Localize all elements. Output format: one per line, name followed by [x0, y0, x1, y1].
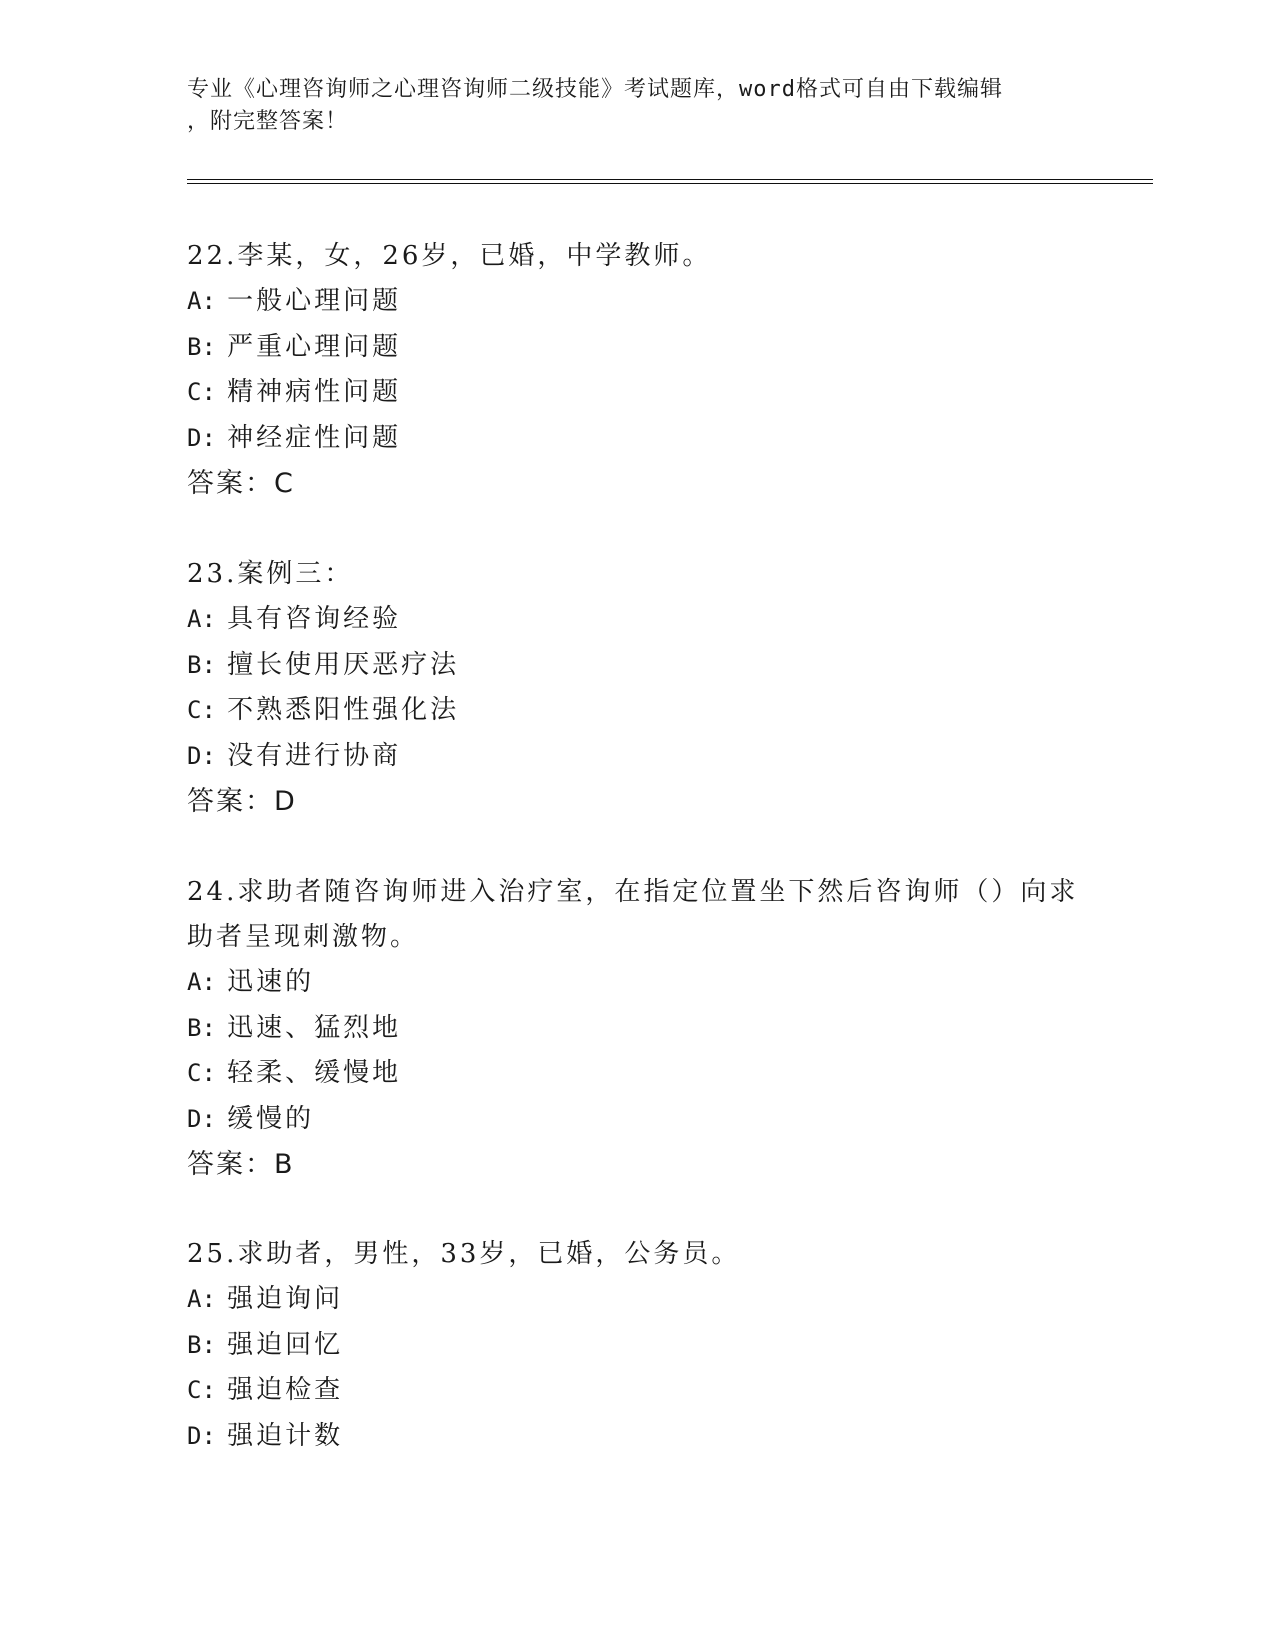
question-stem: 25.求助者，男性，33岁，已婚，公务员。: [187, 1239, 741, 1269]
header-divider-top: [187, 179, 1153, 180]
option-letter: A:: [187, 968, 216, 996]
option-letter: B:: [187, 650, 216, 679]
option-c: [187, 370, 1087, 416]
option-b: [187, 1323, 1087, 1369]
header-divider-bottom: [187, 183, 1153, 184]
option-a: [187, 279, 1087, 325]
option-c: [187, 688, 1087, 734]
option-d: [187, 416, 1087, 462]
question-25: [187, 1232, 1087, 1459]
answer-line: 答案：C: [187, 468, 295, 499]
option-letter: B:: [187, 1330, 216, 1359]
option-text: 精神病性问题: [227, 377, 402, 407]
option-letter: D:: [187, 1104, 216, 1133]
option-text: 严重心理问题: [227, 331, 402, 362]
option-c: [187, 1051, 1087, 1097]
header-line-1: 专业《心理咨询师之心理咨询师二级技能》考试题库，word格式可自由下载编辑: [187, 77, 1003, 102]
question-23: [187, 552, 1087, 825]
option-b: [187, 325, 1087, 371]
option-letter: B:: [187, 1013, 216, 1042]
option-letter: C:: [187, 1059, 216, 1087]
option-letter: C:: [187, 378, 216, 406]
answer-line: 答案：D: [187, 786, 297, 817]
option-a: [187, 960, 1087, 1006]
question-24: [187, 870, 1087, 1188]
option-letter: A:: [187, 605, 216, 633]
option-b: [187, 1006, 1087, 1052]
header-line-2: ，附完整答案！: [187, 109, 349, 134]
option-letter: D:: [187, 423, 216, 452]
option-text: 轻柔、缓慢地: [227, 1058, 402, 1088]
option-letter: B:: [187, 332, 216, 361]
option-text: 一般心理问题: [227, 286, 402, 316]
option-text: 不熟悉阳性强化法: [227, 695, 460, 725]
option-c: [187, 1368, 1087, 1414]
question-stem: 22.李某，女，26岁，已婚，中学教师。: [187, 241, 712, 271]
option-d: [187, 1414, 1087, 1460]
option-text: 强迫回忆: [227, 1329, 344, 1360]
option-text: 强迫询问: [227, 1284, 344, 1314]
question-stem: 24.求助者随咨询师进入治疗室，在指定位置坐下然后咨询师（）向求助者呈现刺激物。: [187, 877, 1079, 952]
question-22: [187, 234, 1087, 507]
option-text: 擅长使用厌恶疗法: [227, 649, 460, 680]
answer-line: 答案：B: [187, 1149, 295, 1180]
option-text: 强迫计数: [227, 1420, 344, 1451]
option-letter: A:: [187, 1285, 216, 1313]
option-text: 迅速的: [227, 967, 315, 997]
option-text: 迅速、猛烈地: [227, 1012, 402, 1043]
option-text: 具有咨询经验: [227, 604, 402, 634]
option-letter: A:: [187, 287, 216, 315]
option-d: [187, 1097, 1087, 1143]
option-text: 缓慢的: [227, 1103, 315, 1134]
option-a: [187, 1277, 1087, 1323]
option-letter: C:: [187, 696, 216, 724]
question-stem: 23.案例三：: [187, 559, 354, 589]
option-text: 神经症性问题: [227, 422, 402, 453]
option-letter: D:: [187, 1421, 216, 1450]
option-d: [187, 734, 1087, 780]
option-letter: C:: [187, 1376, 216, 1404]
option-text: 没有进行协商: [227, 740, 402, 771]
option-letter: D:: [187, 741, 216, 770]
option-b: [187, 643, 1087, 689]
document-header: [187, 74, 1067, 138]
option-text: 强迫检查: [227, 1375, 344, 1405]
option-a: [187, 597, 1087, 643]
